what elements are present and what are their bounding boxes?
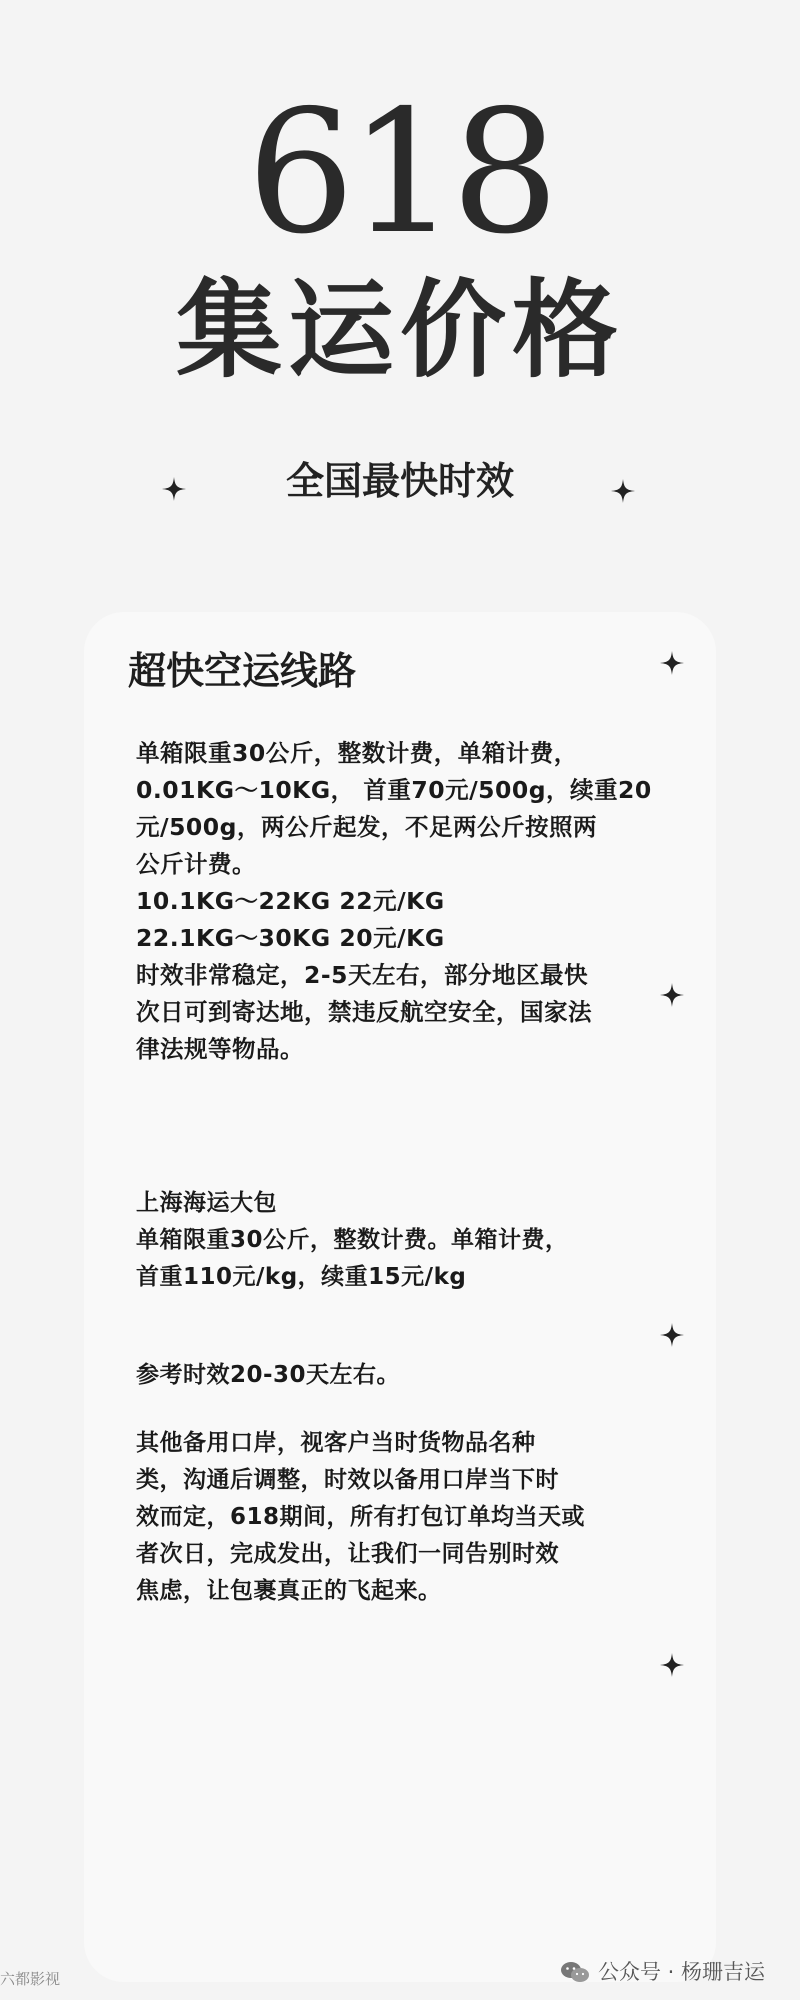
hero-number: 618: [246, 74, 554, 272]
footer-account-label: 公众号 · 杨珊吉运: [598, 1959, 766, 1984]
wechat-icon: [560, 1960, 590, 1984]
sparkle-icon: [611, 479, 635, 503]
hero-title: 集运价格: [176, 269, 624, 392]
footer-watermark: 六都影视: [0, 1970, 61, 1988]
notes-body: 其他备用口岸，视客户当时货物品名种 类，沟通后调整，时效以备用口岸当下时 效而定，618期间，所有打包订单均当天或 者次日，完成发出，让我们一同告别时效 焦虑，让包裹真正的飞起来。: [136, 1430, 586, 1604]
reference-time: 参考时效20-30天左右。: [136, 1362, 401, 1388]
sparkle-icon: [660, 1323, 684, 1347]
air-route-body: 单箱限重30公斤，整数计费，单箱计费， 0.01KG～10KG， 首重70元/500g，续重20 元/500g，两公斤起发，不足两公斤按照两 公斤计费。 10.1KG～22KG 22元/KG 22.1KG～30KG 20元/KG 时效非常稳定，2-5天左右，部分地区最快 次日可到寄达地，禁违反航空安全，国家法 律法规等物品。: [136, 739, 652, 1063]
air-route-title: 超快空运线路: [128, 649, 357, 693]
sea-route-body: 上海海运大包 单箱限重30公斤，整数计费。单箱计费， 首重110元/kg，续重15元/kg: [136, 1190, 569, 1290]
sparkle-icon: [660, 651, 684, 675]
sparkle-icon: [660, 1653, 684, 1677]
sparkle-icon: [660, 983, 684, 1007]
hero-subtitle: 全国最快时效: [285, 459, 514, 503]
footer-account[interactable]: [560, 1960, 765, 1984]
